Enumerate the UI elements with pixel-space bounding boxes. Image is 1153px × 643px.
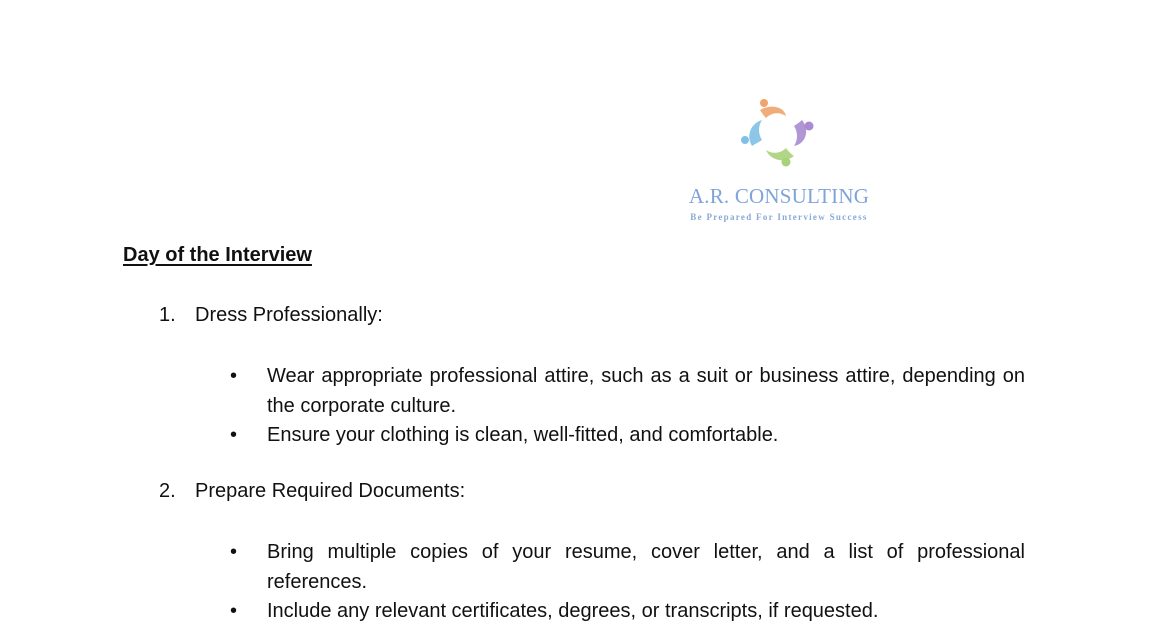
- list-item-text: Bring multiple copies of your resume, cover letter, and a list of professional references.: [267, 541, 1025, 593]
- list-item: [230, 596, 1025, 626]
- company-name: A.R. CONSULTING: [688, 184, 870, 208]
- bullet-icon: •: [230, 541, 238, 563]
- section-number: 2.: [159, 480, 176, 502]
- section-number: 1.: [159, 304, 176, 326]
- list-item: [230, 420, 1025, 450]
- list-item: [230, 361, 1025, 421]
- people-circle-logo-icon: [740, 96, 818, 172]
- list-item-text: Wear appropriate professional attire, such as a suit or business attire, depending on the corporate culture.: [267, 365, 1025, 417]
- company-tagline: Be Prepared For Interview Success: [690, 212, 868, 222]
- section-title-text: Dress Professionally:: [195, 304, 383, 326]
- section-title-dress: [159, 304, 383, 327]
- bullet-icon: •: [230, 365, 238, 387]
- section-title-text: Prepare Required Documents:: [195, 480, 466, 502]
- bullet-icon: •: [230, 600, 238, 622]
- page-title: Day of the Interview: [123, 244, 312, 266]
- company-logo: [668, 96, 890, 230]
- list-item-text: Ensure your clothing is clean, well-fitted, and comfortable.: [267, 424, 779, 446]
- list-item: [230, 537, 1025, 597]
- bullet-icon: •: [230, 424, 238, 446]
- section-title-documents: [159, 480, 465, 503]
- list-item-text: Include any relevant certificates, degrees, or transcripts, if requested.: [267, 600, 879, 622]
